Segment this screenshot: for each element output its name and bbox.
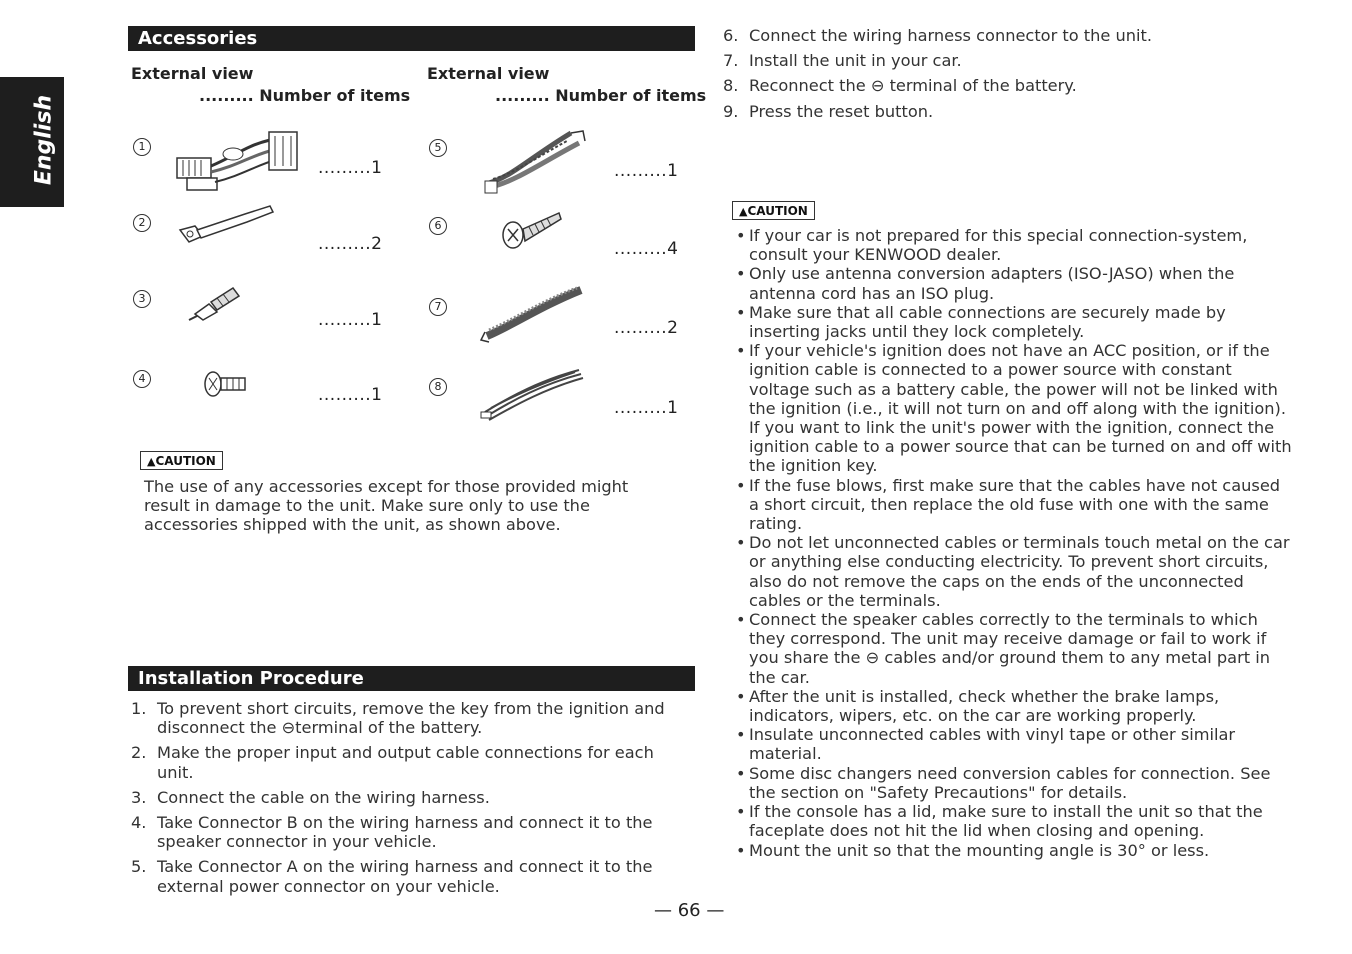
installation-step — [723, 76, 1283, 95]
warning-triangle-icon: ▲ — [147, 455, 156, 468]
bullet-dot: • — [736, 341, 746, 361]
step-text: Take Connector B on the wiring harness and connect it to the speaker connector in your vehicle. — [157, 813, 653, 852]
cable-bundle-icon — [471, 127, 591, 197]
step-number: 9. — [723, 101, 739, 121]
left-external-view-label: External view — [131, 64, 254, 83]
caution-badge-accessories — [140, 451, 223, 470]
caution-bullet-text: Do not let unconnected cables or terminals touch metal on the car or anything else conducting electricity. To prevent short circuits, also do not remove the caps on the ends of the unconnected cables or the terminals. — [749, 533, 1290, 610]
caution-bullet — [736, 303, 1292, 341]
installation-step — [131, 813, 671, 851]
caution-bullet — [736, 841, 1292, 860]
item-count: .........1 — [318, 385, 383, 405]
installation-steps-left — [131, 699, 671, 896]
installation-step — [131, 743, 671, 781]
step-number: 3. — [131, 787, 147, 807]
installation-step — [131, 699, 671, 737]
installation-step — [723, 102, 1283, 121]
antenna-plug-icon — [175, 278, 265, 328]
installation-step — [723, 26, 1283, 45]
step-number: 4. — [131, 813, 147, 833]
caution-bullet — [736, 687, 1292, 725]
step-number: 7. — [723, 51, 739, 71]
accessory-item — [429, 139, 699, 209]
caution-bullet — [736, 725, 1292, 763]
caution-bullet — [736, 802, 1292, 840]
caution-bullet-text: If the console has a lid, make sure to install the unit so that the faceplate does not hit the lid when closing and opening. — [749, 802, 1263, 841]
caution-label: CAUTION — [155, 454, 216, 468]
step-text: Connect the cable on the wiring harness. — [157, 787, 490, 807]
caution-bullet — [736, 226, 1292, 264]
bullet-dot: • — [736, 802, 746, 822]
caution-label: CAUTION — [747, 204, 808, 218]
item-number: 8 — [429, 378, 447, 396]
step-number: 6. — [723, 26, 739, 45]
accessory-item — [133, 214, 403, 284]
item-count: .........1 — [318, 158, 383, 178]
item-count: .........1 — [614, 398, 679, 418]
page-number: — 66 — — [654, 900, 725, 921]
right-external-view-label: External view — [427, 64, 550, 83]
bullet-dot: • — [736, 763, 746, 783]
item-count: .........4 — [614, 239, 679, 259]
wiring-harness-icon — [175, 126, 305, 206]
installation-step — [131, 788, 671, 807]
accessories-heading: Accessories — [128, 26, 695, 51]
accessory-item — [429, 298, 699, 368]
accessories-caution-text: The use of any accessories except for those provided might result in damage to the unit. Make sure only to use the accessories shipped with the unit, as shown above. — [144, 477, 629, 535]
bullet-dot: • — [736, 725, 746, 745]
installation-step — [723, 51, 1283, 70]
step-text: Reconnect the ⊖ terminal of the battery. — [749, 76, 1077, 96]
step-text: Take Connector A on the wiring harness and connect it to the external power connector on your vehicle. — [157, 857, 653, 896]
step-text: Press the reset button. — [749, 101, 934, 121]
language-tab-label: English — [31, 94, 57, 186]
caution-bullet — [736, 533, 1292, 610]
bolt-icon — [175, 358, 265, 408]
installation-steps-right — [723, 26, 1283, 121]
step-text: Connect the wiring harness connector to the unit. — [749, 26, 1152, 45]
item-count: .........1 — [614, 161, 679, 181]
bullet-dot: • — [736, 610, 746, 630]
removal-key-icon — [175, 202, 285, 262]
accessory-item — [429, 378, 699, 448]
accessory-item — [429, 217, 699, 287]
caution-bullet-text: Make sure that all cable connections are securely made by inserting jacks until they lock completely. — [749, 302, 1226, 342]
item-number: 2 — [133, 214, 151, 232]
step-number: 2. — [131, 743, 147, 763]
right-number-of-items-label: ......... Number of items — [495, 86, 707, 105]
item-number: 4 — [133, 370, 151, 388]
accessory-item — [133, 370, 403, 440]
caution-bullet-text: Connect the speaker cables correctly to the terminals to which they correspond. The unit may receive damage or fail to work if you share the ⊖ cables and/or ground them to any metal part in the car. — [749, 610, 1271, 687]
item-number: 5 — [429, 139, 447, 157]
caution-badge-installation — [732, 201, 815, 220]
caution-bullet — [736, 764, 1292, 802]
item-count: .........1 — [318, 310, 383, 330]
item-number: 6 — [429, 217, 447, 235]
tapping-screw-icon — [471, 205, 571, 265]
cord-loop-icon — [471, 366, 591, 436]
item-number: 1 — [133, 138, 151, 156]
caution-bullet-text: Some disc changers need conversion cables for connection. See the section on "Safety Precautions" for details. — [749, 763, 1271, 802]
bullet-dot: • — [736, 686, 746, 706]
caution-bullet-text: If the fuse blows, first make sure that the cables have not caused a short circuit, then replace the old fuse with one with the same rating. — [749, 475, 1281, 534]
step-text: Make the proper input and output cable connections for each unit. — [157, 743, 654, 782]
caution-bullet-text: If your car is not prepared for this special connection-system, consult your KENWOOD dealer. — [749, 226, 1248, 265]
bullet-dot: • — [736, 475, 746, 495]
caution-bullet-text: Mount the unit so that the mounting angle is 30° or less. — [749, 840, 1210, 860]
bullet-dot: • — [736, 840, 746, 860]
bullet-dot: • — [736, 533, 746, 553]
step-number: 5. — [131, 857, 147, 877]
caution-bullet-list — [736, 226, 1292, 860]
step-number: 1. — [131, 699, 147, 718]
caution-bullet-text: If your vehicle's ignition does not have an ACC position, or if the ignition cable is connected to a power source with constant voltage such as a battery cable, the power will not be linked with the ignition (i.e., it will not turn on and off along with the ignition). If you want to link the unit's power with the ignition, connect the ignition cable to a power source that can be turned on and off with the ignition key. — [749, 341, 1292, 476]
bullet-dot: • — [736, 302, 746, 322]
caution-bullet-text: Only use antenna conversion adapters (ISO-JASO) when the antenna cord has an ISO plug. — [749, 264, 1235, 303]
accessory-item — [133, 290, 403, 360]
step-text: Install the unit in your car. — [749, 51, 962, 71]
item-number: 3 — [133, 290, 151, 308]
step-text: To prevent short circuits, remove the key from the ignition and disconnect the ⊖terminal of the battery. — [157, 699, 665, 738]
left-number-of-items-label: ......... Number of items — [199, 86, 411, 105]
caution-bullet — [736, 341, 1292, 475]
caution-bullet-text: After the unit is installed, check whether the brake lamps, indicators, wipers, etc. on the car are working properly. — [749, 686, 1220, 726]
item-count: .........2 — [614, 318, 679, 338]
coiled-cable-icon — [471, 286, 591, 356]
caution-bullet — [736, 476, 1292, 534]
warning-triangle-icon: ▲ — [739, 205, 748, 218]
installation-step — [131, 857, 671, 895]
caution-bullet — [736, 610, 1292, 687]
bullet-dot: • — [736, 264, 746, 284]
caution-bullet — [736, 264, 1292, 302]
caution-bullet-text: Insulate unconnected cables with vinyl tape or other similar material. — [749, 725, 1236, 764]
installation-heading: Installation Procedure — [128, 666, 695, 691]
accessory-item — [133, 138, 403, 208]
bullet-dot: • — [736, 226, 746, 245]
item-number: 7 — [429, 298, 447, 316]
step-number: 8. — [723, 76, 739, 96]
item-count: .........2 — [318, 234, 383, 254]
